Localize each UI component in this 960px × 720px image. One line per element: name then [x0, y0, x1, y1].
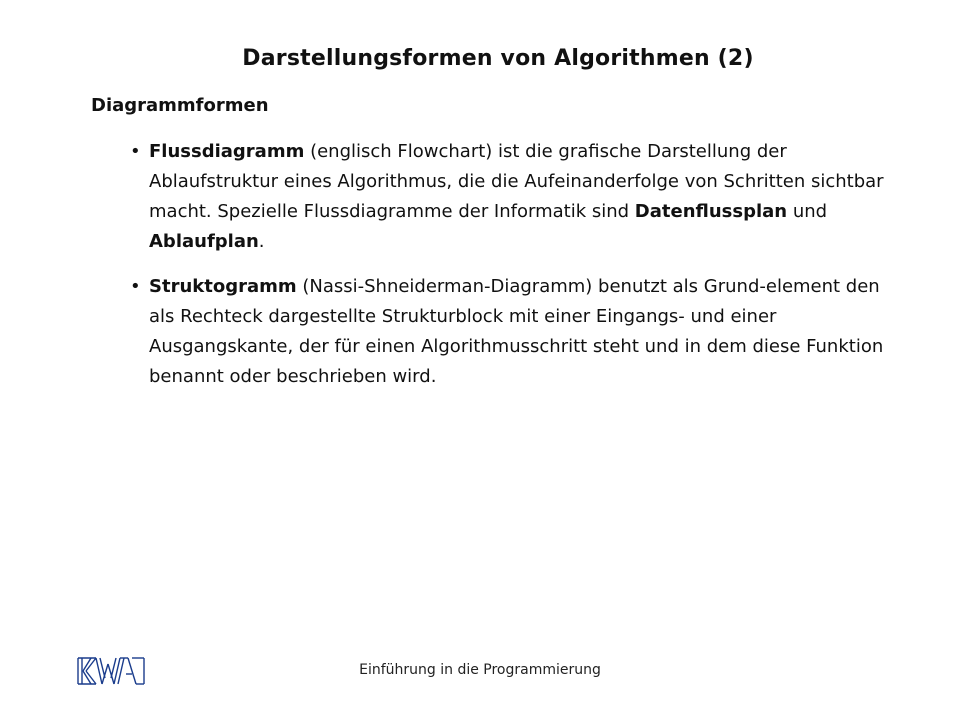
slide-title: Darstellungsformen von Algorithmen (2)	[242, 46, 754, 71]
bullet-item-struktogramm	[130, 272, 900, 392]
bullet-term-datenflussplan: Datenflussplan	[634, 201, 788, 222]
section-heading: Diagrammformen	[91, 95, 269, 116]
bullet-term: Flussdiagramm	[149, 141, 305, 162]
footer-course-title: Einführung in die Programmierung	[359, 662, 601, 678]
bullet-icon: •	[130, 141, 141, 162]
bullet-text: und	[787, 201, 828, 222]
bullet-icon: •	[130, 276, 141, 297]
bullet-text: (Nassi-Shneiderman-Diagramm) benutzt als Grund-element den als Rechteck dargestellte Strukturblock mit einer Eingangs- und einer Ausgangskante, der für einen Algorithmusschritt steht und in dem diese Funktion benannt oder beschrieben wird.	[149, 276, 884, 387]
bullet-term-ablaufplan: Ablaufplan	[149, 231, 259, 252]
bullet-list	[130, 137, 900, 407]
bullet-text: (englisch Flowchart) ist die grafische Darstellung der Ablaufstruktur eines Algorithmus, die die Aufeinanderfolge von Schritten sichtbar macht. Spezielle Flussdiagramme der Informatik sind	[149, 141, 884, 222]
bullet-item-flussdiagramm	[130, 137, 900, 257]
bullet-text: .	[258, 231, 265, 252]
bullet-term: Struktogramm	[149, 276, 297, 297]
